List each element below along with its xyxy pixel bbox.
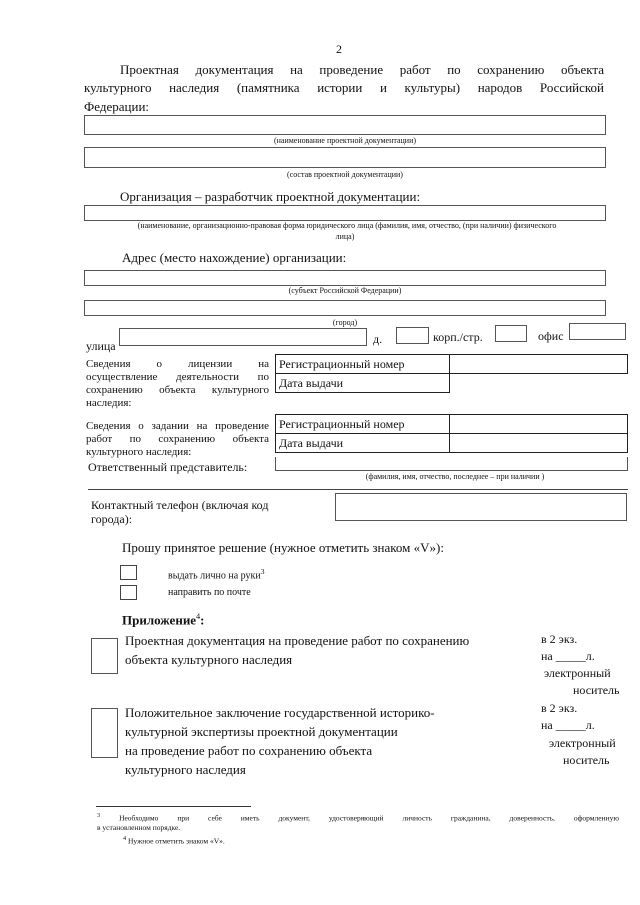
project-composition-field[interactable] (84, 147, 606, 168)
personal-pickup-label (168, 567, 264, 582)
assignment-issue-date-value[interactable] (450, 434, 628, 453)
attachment-1-line-2: объекта культурного наследия (125, 652, 293, 667)
phone-label-line-2: города): (91, 512, 133, 526)
subject-field[interactable] (84, 270, 606, 286)
city-caption: (город) (332, 318, 358, 327)
attachment-1-carrier: носитель (573, 683, 620, 697)
page-number: 2 (336, 42, 342, 56)
organization-field[interactable] (84, 205, 606, 221)
city-field[interactable] (84, 300, 606, 316)
assignment-label-line-3: культурного наследия: (86, 446, 192, 458)
organization-caption-line-1: (наименование, организационно-правовая форма юридического лица (фамилия, имя, отчество, (при наличии) физического (137, 221, 557, 230)
attachment-1-sheets: на _____л. (541, 649, 595, 663)
footnote-separator (96, 806, 251, 807)
responsible-field[interactable] (275, 457, 628, 471)
intro-line-2: культурного наследия (памятника истории и культуры) народов Российской (84, 80, 604, 95)
attachment-2-line-3: на проведение работ по сохранению объекта (125, 743, 373, 758)
intro-line-1: Проектная документация на проведение работ по сохранению объекта (120, 62, 604, 77)
attachment-2-sheets: на _____л. (541, 718, 595, 732)
footnote-4-text: Нужное отметить знаком «V». (128, 836, 225, 846)
footnote-ref-3: 3 (260, 567, 265, 576)
footnote-3-line-1 (97, 811, 619, 823)
license-issue-date-label: Дата выдачи (276, 374, 450, 393)
decision-heading: Прошу принятое решение (нужное отметить знаком «V»): (122, 540, 444, 555)
address-heading: Адрес (место нахождение) организации: (122, 250, 347, 265)
attachment-2-line-4: культурного наследия (125, 762, 246, 777)
attachment-2-copies: в 2 экз. (541, 701, 578, 715)
license-table (275, 354, 628, 393)
personal-pickup-text: выдать лично на руки (168, 570, 261, 582)
license-reg-number-value[interactable] (450, 355, 628, 374)
responsible-caption: (фамилия, имя, отчество, последнее – при наличии ) (365, 472, 545, 481)
attachment-2-electronic: электронный (549, 736, 616, 750)
building-field[interactable] (495, 325, 527, 342)
license-reg-number-label: Регистрационный номер (276, 355, 450, 374)
office-field[interactable] (569, 323, 626, 340)
attachment-heading-text: Приложение (122, 612, 197, 628)
intro-line-3: Федерации: (84, 99, 150, 114)
organization-heading: Организация – разработчик проектной документации: (120, 189, 421, 204)
project-name-field[interactable] (84, 115, 606, 135)
attachment-heading-colon: : (200, 612, 205, 628)
office-label: офис (538, 329, 564, 343)
license-label-line-1: Сведения о лицензии на (86, 358, 269, 370)
license-label-line-4: наследия: (86, 397, 132, 409)
divider (88, 489, 628, 490)
assignment-label-line-1: Сведения о задании на проведение (86, 420, 269, 432)
personal-pickup-checkbox[interactable] (120, 565, 137, 580)
responsible-label: Ответственный представитель: (88, 460, 248, 474)
building-label: корп./стр. (433, 330, 483, 344)
by-mail-label: направить по почте (168, 587, 251, 598)
street-label: улица (86, 339, 116, 353)
license-label-line-3: сохранению объекта культурного (86, 384, 269, 396)
attachment-heading (122, 612, 204, 628)
assignment-table (275, 414, 628, 453)
attachment-2-checkbox[interactable] (91, 708, 118, 758)
assignment-reg-number-label: Регистрационный номер (276, 415, 450, 434)
house-field[interactable] (396, 327, 429, 344)
subject-caption: (субъект Российской Федерации) (288, 286, 402, 295)
street-field[interactable] (119, 328, 367, 346)
license-issue-date-value[interactable] (450, 374, 628, 393)
license-label-line-2: осуществление деятельности по (86, 371, 269, 383)
house-label: д. (373, 332, 383, 346)
organization-caption-line-2: лица) (335, 232, 355, 241)
footnote-ref-4: 4 (196, 612, 201, 621)
phone-label-line-1: Контактный телефон (включая код (91, 498, 269, 512)
attachment-1-copies: в 2 экз. (541, 632, 578, 646)
attachment-1-checkbox[interactable] (91, 638, 118, 674)
footnote-4 (123, 834, 225, 846)
attachment-1-line-1: Проектная документация на проведение работ по сохранению (125, 633, 470, 648)
attachment-2-line-1: Положительное заключение государственной историко- (125, 705, 435, 720)
footnote-3-text: Необходимо при себе иметь документ, удостоверяющий личность гражданина, доверенность, оформленную (119, 813, 620, 823)
project-name-caption: (наименование проектной документации) (273, 136, 417, 145)
footnote-3-line-2: в установленном порядке. (97, 823, 181, 832)
attachment-2-line-2: культурной экспертизы проектной документации (125, 724, 398, 739)
attachment-1-electronic: электронный (544, 666, 611, 680)
assignment-label-line-2: работ по сохранению объекта (86, 433, 269, 445)
footnote-3-mark: 3 (97, 812, 101, 819)
project-composition-caption: (состав проектной документации) (287, 170, 403, 179)
footnote-4-mark: 4 (123, 835, 127, 842)
assignment-issue-date-label: Дата выдачи (276, 434, 450, 453)
assignment-reg-number-value[interactable] (450, 415, 628, 434)
by-mail-checkbox[interactable] (120, 585, 137, 600)
phone-field[interactable] (335, 493, 627, 521)
attachment-2-carrier: носитель (563, 753, 610, 767)
